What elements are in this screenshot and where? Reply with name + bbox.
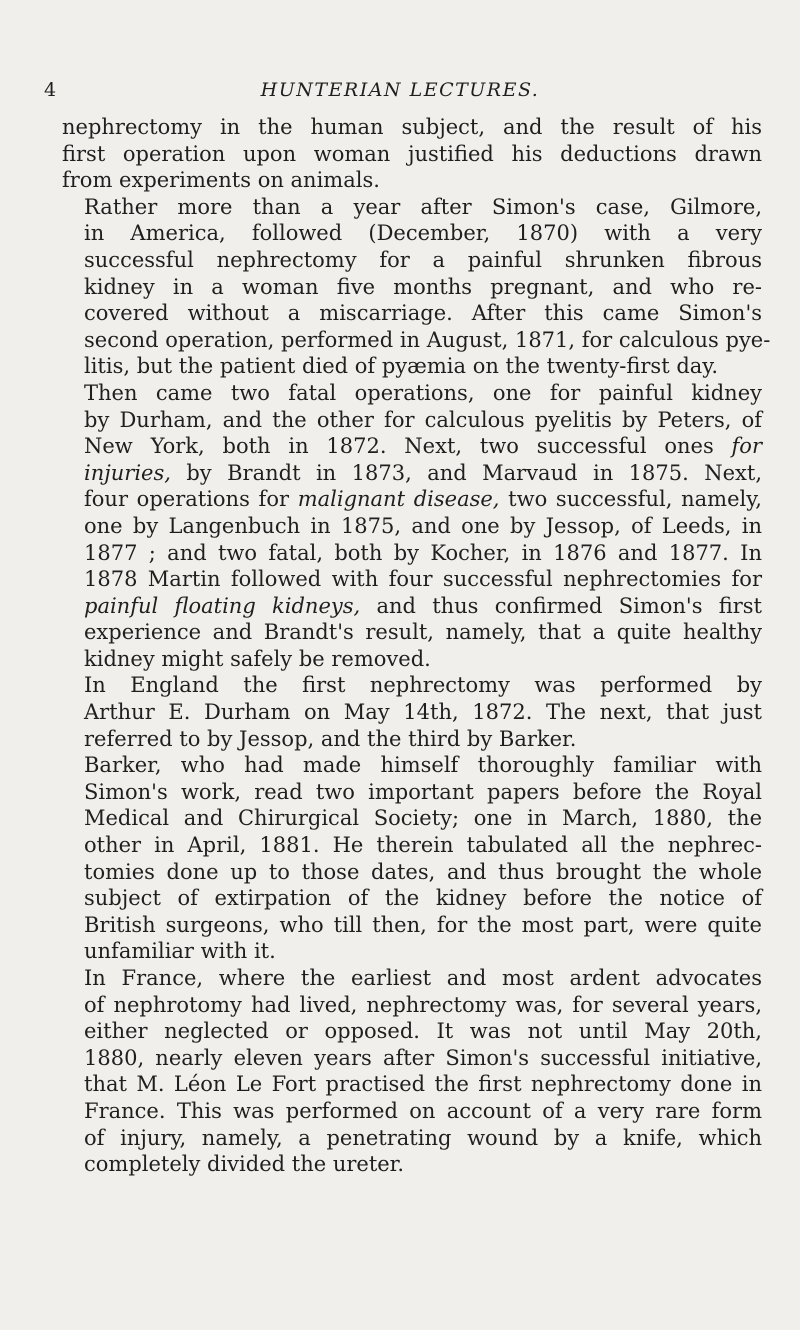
text-line [62, 726, 762, 753]
text-line [62, 619, 762, 646]
text-span: in America, followed (December, 1870) with a very [84, 221, 762, 246]
text-span: In England the first nephrectomy was performed by [84, 673, 762, 698]
text-line [62, 752, 762, 779]
text-span: either neglected or opposed. It was not until May 20th, [84, 1019, 762, 1044]
text-span: experience and Brandt's result, namely, that a quite healthy [84, 620, 762, 645]
text-span: by Brandt in 1873, and Marvaud in 1875. Next, [170, 460, 762, 485]
text-span: France. This was performed on account of a very rare form [84, 1098, 762, 1123]
text-line [62, 1045, 762, 1072]
text-line [62, 460, 762, 487]
text-line [62, 672, 762, 699]
text-span: and thus confirmed Simon's first [360, 593, 762, 618]
text-line [62, 1018, 762, 1045]
text-line [62, 114, 762, 141]
text-line [62, 566, 762, 593]
text-line [62, 540, 762, 567]
text-span: New York, both in 1872. Next, two successful ones [84, 434, 732, 459]
text-span: successful nephrectomy for a painful shrunken fibrous [84, 247, 762, 272]
text-span: referred to by Jessop, and the third by Barker. [84, 726, 577, 751]
text-line [62, 433, 762, 460]
text-line [62, 992, 762, 1019]
text-span: kidney might safely be removed. [84, 646, 431, 671]
text-span: litis, but the patient died of pyæmia on the twenty-first day. [84, 354, 719, 379]
italic-text: for [731, 434, 762, 459]
italic-text: painful floating kidneys, [84, 593, 361, 618]
text-line [62, 300, 762, 327]
text-span: completely divided the ureter. [84, 1152, 405, 1177]
text-span: nephrectomy in the human subject, and the result of his [62, 115, 762, 139]
text-line [62, 194, 762, 221]
text-span: 1877 ; and two fatal, both by Kocher, in 1876 and 1877. In [84, 540, 762, 565]
text-span: unfamiliar with it. [84, 939, 276, 964]
text-span: Then came two fatal operations, one for painful kidney [84, 380, 762, 405]
text-span: other in April, 1881. He therein tabulated all the nephrec- [84, 833, 762, 858]
text-line [62, 486, 762, 513]
running-title: HUNTERIAN LECTURES. [260, 79, 540, 101]
text-span: tomies done up to those dates, and thus brought the whole [84, 859, 762, 884]
text-line [62, 1098, 762, 1125]
text-span: Simon's work, read two important papers before the Royal [84, 779, 762, 804]
text-span: covered without a miscarriage. After this came Simon's [84, 301, 762, 326]
text-span: second operation, performed in August, 1871, for calculous pye- [84, 327, 771, 352]
text-line [62, 407, 762, 434]
text-span: that M. Léon Le Fort practised the first nephrectomy done in [84, 1072, 762, 1097]
text-span: two successful, namely, [499, 487, 762, 512]
text-line [62, 513, 762, 540]
text-span: four operations for [84, 487, 298, 512]
text-span: of injury, namely, a penetrating wound by a knife, which [84, 1125, 762, 1150]
text-line [62, 274, 762, 301]
text-span: from experiments on animals. [62, 168, 380, 193]
text-span: Rather more than a year after Simon's case, Gilmore, [84, 194, 762, 219]
text-line [62, 938, 762, 965]
text-span: one by Langenbuch in 1875, and one by Jessop, of Leeds, in [84, 513, 762, 538]
text-line [62, 885, 762, 912]
text-span: British surgeons, who till then, for the most part, were quite [84, 912, 762, 937]
text-line [62, 832, 762, 859]
text-line [62, 859, 762, 886]
text-line [62, 167, 762, 194]
text-span: kidney in a woman five months pregnant, and who re- [84, 274, 762, 299]
text-span: Medical and Chirurgical Society; one in March, 1880, the [84, 806, 762, 831]
text-line [62, 380, 762, 407]
italic-text: injuries, [84, 460, 171, 485]
text-span: by Durham, and the other for calculous pyelitis by Peters, of [84, 407, 762, 432]
text-span: 1880, nearly eleven years after Simon's successful initiative, [84, 1045, 762, 1070]
text-line [62, 1125, 762, 1152]
text-line [62, 699, 762, 726]
body-text [62, 114, 771, 1178]
text-span: In France, where the earliest and most ardent advocates [84, 966, 762, 990]
text-span: of nephrotomy had lived, nephrectomy was, for several years, [84, 992, 762, 1017]
text-span: subject of extirpation of the kidney before the notice of [84, 886, 762, 911]
paragraph-p5 [62, 752, 762, 965]
text-line [62, 1151, 762, 1178]
text-line [62, 1071, 762, 1098]
text-span: Arthur E. Durham on May 14th, 1872. The next, that just [84, 700, 762, 725]
paragraph-p3 [62, 380, 762, 673]
text-span: 1878 Martin followed with four successful nephrectomies for [84, 567, 762, 592]
page-number: 4 [44, 79, 57, 101]
italic-text: malignant disease, [297, 487, 500, 512]
paragraph-p2 [62, 194, 771, 380]
paragraph-p6 [62, 965, 762, 1178]
text-line [62, 805, 762, 832]
paragraph-p1 [62, 114, 762, 194]
text-span: Barker, who had made himself thoroughly familiar with [84, 753, 762, 778]
paragraph-p4 [62, 672, 762, 752]
text-line [62, 247, 762, 274]
text-span: first operation upon woman justified his deductions drawn [62, 141, 762, 166]
text-line [62, 141, 762, 168]
text-line [62, 646, 762, 673]
text-line [62, 912, 762, 939]
text-line [62, 353, 762, 380]
text-line [62, 779, 762, 806]
text-line [62, 593, 762, 620]
text-line [62, 965, 762, 992]
text-line [62, 327, 771, 354]
text-line [62, 220, 762, 247]
